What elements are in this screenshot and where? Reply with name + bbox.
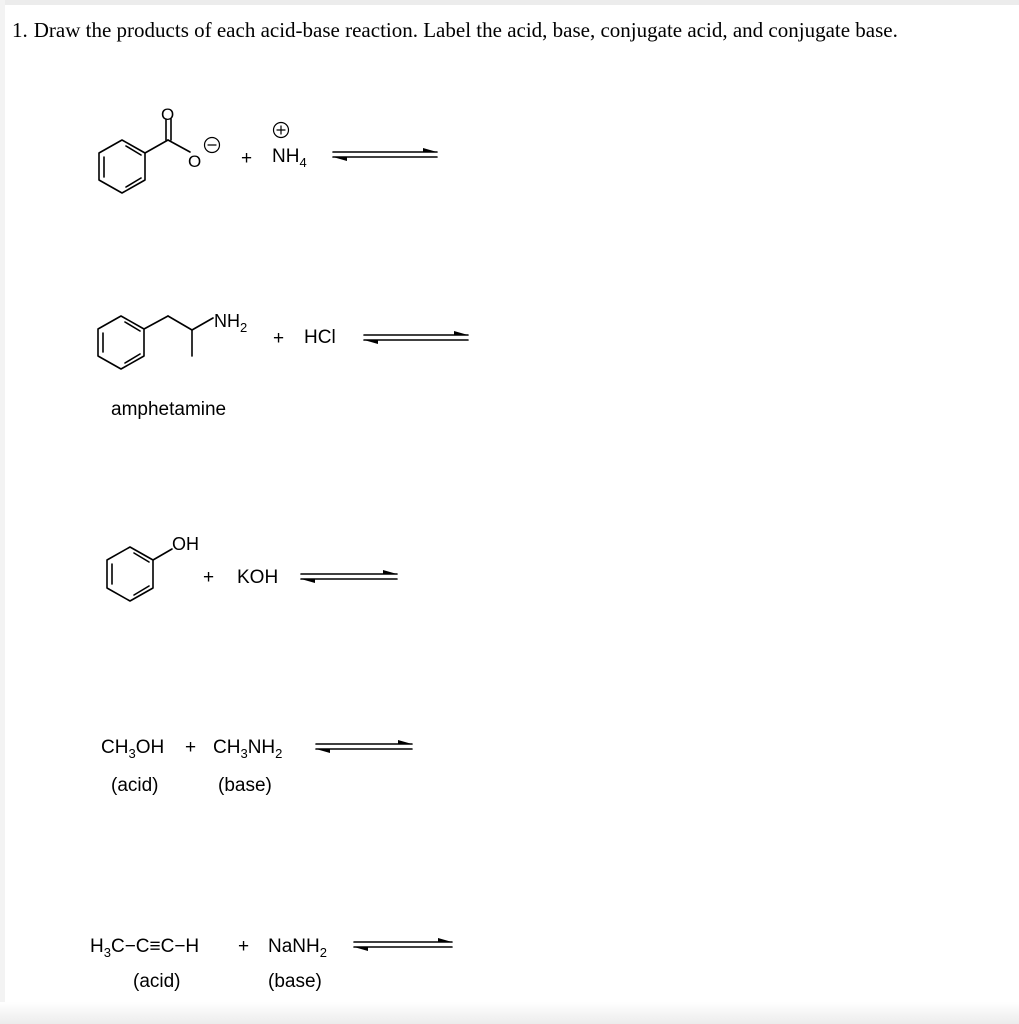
equilibrium-arrow-3: [301, 570, 397, 583]
koh-formula: KOH: [237, 567, 279, 588]
plus-sign-4: +: [185, 737, 197, 758]
question-number: 1.: [12, 18, 28, 42]
methanol-formula: $CH_3OH$: [101, 737, 165, 761]
sodium-amide-formula: NaNH$_2$: [268, 936, 327, 960]
plus-sign-5: +: [238, 936, 250, 957]
question-text: Draw the products of each acid-base reaction. Label the acid, base, conjugate acid, and conjugate base.: [33, 18, 898, 42]
benzene-ring: [99, 140, 145, 193]
plus-sign-3: +: [203, 567, 215, 588]
propyne-formula: $H_3C-C\equiv C-H$: [90, 936, 200, 960]
hydroxyl-group: OH: [172, 534, 199, 554]
hcl-formula: HCl: [304, 327, 336, 348]
benzene-ring: [98, 316, 144, 369]
page-bottom-edge: [0, 1002, 1019, 1024]
benzene-ring: [107, 547, 153, 601]
acid-label-4: (acid): [111, 775, 159, 796]
equilibrium-arrow-5: [354, 938, 452, 951]
equilibrium-arrow-2: [364, 331, 468, 344]
carboxylate-oxygen: O: [188, 152, 202, 171]
benzoate-structure: [99, 119, 220, 193]
ring-to-carbonyl-bond: [145, 140, 168, 153]
equilibrium-arrow-1: [333, 148, 437, 161]
acid-label-5: (acid): [133, 971, 181, 992]
carbonyl-oxygen: O: [161, 105, 175, 124]
amphetamine-structure: [98, 316, 213, 369]
plus-sign-2: +: [273, 328, 285, 349]
amine-group: $NH_2$: [214, 311, 248, 335]
benzyl-alcohol-structure: [107, 547, 172, 601]
ammonium-formula: $NH_4$: [272, 146, 307, 170]
amphetamine-name: amphetamine: [111, 399, 227, 420]
base-label-4: (base): [218, 775, 272, 796]
base-label-5: (base): [268, 971, 322, 992]
plus-sign-1: +: [241, 148, 253, 169]
methylamine-formula: $CH_3NH_2$: [213, 737, 283, 761]
equilibrium-arrow-4: [316, 740, 412, 753]
